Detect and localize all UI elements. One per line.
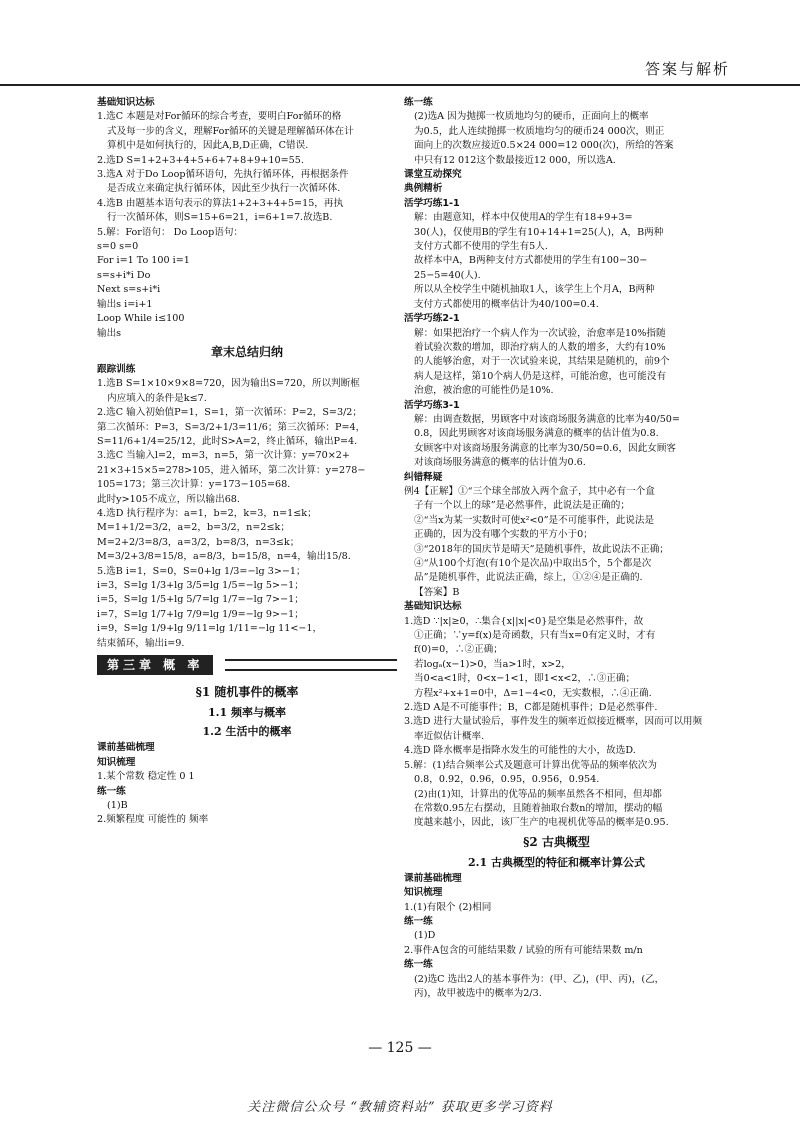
heading-line: 纠错释疑 — [404, 471, 443, 483]
text-line: M=2+2/3=8/3，a=3/2，b=8/3，n=3≤k； — [97, 536, 300, 548]
heading-line: 跟踪训练 — [97, 363, 136, 375]
right-column — [404, 96, 709, 1036]
text-line: 此时y>105不成立，所以输出68. — [97, 493, 240, 505]
text-line: 结束循环，输出i=9. — [97, 637, 185, 649]
text-line: 4.选D 执行程序为：a=1，b=2，k=3，n=1≤k； — [97, 507, 317, 519]
text-line: 1.(1)有限个 (2)相同 — [404, 901, 492, 913]
heading-line: 基础知识达标 — [97, 97, 155, 108]
text-line: 105=173；第三次计算：y=173−105=68. — [97, 479, 291, 491]
text-line: 0.8，0.92，0.96，0.95，0.956，0.954. — [414, 774, 600, 786]
heading-line: 基础知识达标 — [404, 601, 462, 613]
text-line: (2)选A 因为抛掷一枚质地均匀的硬币，正面向上的概率 — [414, 111, 649, 123]
text-line: 面向上的次数应接近0.5×24 000=12 000(次)，所给的答案 — [414, 140, 674, 152]
text-line: Loop While i≤100 — [97, 313, 185, 325]
text-line: 0.8，因此男顾客对该商场服务满意的概率的估计值为0.8. — [414, 428, 659, 440]
text-line: 3.选A 对于Do Loop循环语句，先执行循环体，再根据条件 — [97, 169, 349, 181]
text-line: (2)由(1)知，计算出的优等品的频率虽然各不相同，但却都 — [414, 788, 662, 800]
heading-line: 典例精析 — [404, 183, 443, 195]
heading-line: 活学巧练1-1 — [404, 197, 460, 209]
text-line: 着试验次数的增加，即治疗病人的人数的增多，大约有10% — [414, 341, 666, 353]
heading-line: 课堂互动探究 — [404, 169, 462, 181]
page-number: — 125 — — [368, 1040, 432, 1056]
text-line: 丙)，故甲被选中的概率为2/3. — [414, 987, 542, 999]
text-line: 率近似估计概率. — [414, 730, 485, 742]
heading-line: 练一练 — [404, 97, 433, 108]
text-line: 4.选D 降水概率是指降水发生的可能性的大小，故选D. — [404, 745, 636, 757]
text-line: S=11/6+1/4=25/12，此时S>A=2，终止循环，输出P=4. — [97, 435, 358, 447]
text-line: 是否成立来确定执行循环体，因此至少执行一次循环体. — [107, 183, 341, 195]
text-line: 3.选C 当输入l=2，m=3，n=5，第一次计算：y=70×2+ — [97, 450, 350, 462]
text-line: M=3/2+3/8=15/8，a=8/3，b=15/8，n=4，输出15/8. — [97, 551, 351, 563]
left-block-b — [97, 363, 397, 651]
text-line: i=3，S=lg 1/3+lg 3/5=lg 1/5=−lg 5>−1； — [97, 580, 304, 591]
text-line: i=7，S=lg 1/7+lg 7/9=lg 1/9=−lg 9>−1； — [97, 608, 304, 620]
subsection-title-1-1: 1.1 频率与概率 — [208, 706, 286, 720]
text-line: For i=1 To 100 i=1 — [97, 255, 190, 267]
text-line: 1.选C 本题是对For循环的综合考查，要明白For循环的格 — [97, 111, 342, 123]
text-line: 1.选B S=1×10×9×8=720，因为输出S=720，所以判断框 — [97, 378, 360, 390]
text-line: ④“从100个灯泡(有10个是次品)中取出5个，5个都是次 — [414, 558, 652, 569]
right-block-a — [404, 96, 709, 831]
text-line: f(0)=0，∴②正确； — [414, 644, 503, 656]
text-line: 为0.5，此人连续抛掷一枚质地均匀的硬币24 000次，则正 — [414, 125, 665, 137]
text-line: 行一次循环体，则S=15+6=21，i=6+1=7.故选B. — [107, 212, 333, 224]
text-line: 式及每一步的含义，理解For循环的关键是理解循环体在计 — [107, 125, 354, 137]
heading-line: 练一练 — [404, 915, 433, 927]
subsection-title-2-1: 2.1 古典概型的特征和概率计算公式 — [468, 855, 645, 869]
text-line: s=0 s=0 — [97, 241, 139, 253]
text-line: 2.选D A是不可能事件；B，C都是随机事件；D是必然事件. — [404, 702, 658, 714]
text-line: 女顾客中对该商场服务满意的比率为30/50=0.6，因此女顾客 — [414, 442, 677, 454]
text-line: 子有一个以上的球”是必然事件，此说法是正确的； — [414, 500, 630, 512]
section-title-2: §2 古典概型 — [523, 834, 590, 849]
text-line: 2.事件A包含的可能结果数 / 试验的所有可能结果数 m/n — [404, 944, 643, 956]
text-line: 【答案】B — [414, 586, 460, 598]
chapter-banner — [97, 655, 397, 675]
text-line: 2.选D S=1+2+3+4+5+6+7+8+9+10=55. — [97, 154, 304, 166]
text-line: ②“当x为某一实数时可使x²<0”是不可能事件，此说法是 — [414, 514, 655, 526]
text-line: 品”是随机事件，此说法正确，综上，①②④是正确的. — [414, 572, 643, 584]
text-line: 算机中是如何执行的，因此A,B,D正确，C错误. — [107, 140, 309, 152]
heading-line: 课前基础梳理 — [404, 872, 462, 884]
text-line: 治愈，被治愈的可能性仍是10%. — [414, 385, 554, 397]
heading-line: 知识梳理 — [404, 887, 443, 899]
text-line: 中只有12 012这个数最接近12 000，所以选A. — [414, 154, 616, 166]
text-line: 5.解：For语句： Do Loop语句： — [97, 226, 244, 238]
heading-line: 练一练 — [404, 959, 433, 971]
text-line: 解：由题意知，样本中仅使用A的学生有18+9+3= — [414, 212, 633, 224]
section-title-summary: 章末总结归纳 — [210, 344, 283, 359]
text-line: 1.某个常数 稳定性 0 1 — [97, 771, 195, 783]
text-line: 4.选B 由题基本语句表示的算法1+2+3+4+5=15，再执 — [97, 197, 344, 209]
text-line: (2)选C 选出2人的基本事件为：(甲、乙)，(甲、丙)，(乙， — [414, 973, 665, 985]
text-line: 所以从全校学生中随机抽取1人，该学生上个月A，B两种 — [414, 284, 655, 296]
text-line: 度越来越小，因此，该厂生产的电视机优等品的概率是0.95. — [414, 817, 669, 829]
text-line: 在常数0.95左右摆动，且随着抽取台数n的增加，摆动的幅 — [414, 802, 663, 814]
text-line: ③“2018年的国庆节是晴天”是随机事件，故此说法不正确； — [414, 543, 669, 555]
section-title-1: §1 随机事件的概率 — [195, 685, 299, 700]
text-line: ①正确；∵y=f(x)是奇函数，只有当x=0有定义时，才有 — [414, 630, 656, 642]
subsection-title-1-2: 1.2 生活中的概率 — [202, 725, 292, 739]
text-line: 病人是这样，第10个病人仍是这样，可能治愈，也可能没有 — [414, 370, 667, 382]
text-line: 当0<a<1时，0<x−1<1，即1<x<2，∴③正确； — [414, 673, 636, 685]
text-line: M=1+1/2=3/2，a=2，b=3/2，n=2≤k； — [97, 522, 290, 534]
left-column — [97, 96, 397, 1036]
text-line: 内应填入的条件是k≤7. — [107, 392, 207, 404]
text-line: 2.频繁程度 可能性的 频率 — [97, 814, 209, 826]
text-line: 例4【正解】①“三个球全部放入两个盒子，其中必有一个盒 — [404, 485, 655, 497]
text-line: 解：如果把治疗一个病人作为一次试验，治愈率是10%指随 — [414, 327, 666, 339]
text-line: 5.选B i=1，S=0，S=0+lg 1/3=−lg 3>−1； — [97, 565, 306, 577]
heading-line: 知识梳理 — [97, 756, 136, 768]
left-block-c — [97, 741, 397, 827]
text-line: 25−5=40(人). — [414, 269, 481, 281]
text-line: 30(人)，仅使用B的学生有10+14+1=25(人)，A，B两种 — [414, 226, 664, 238]
text-line: 5.解：(1)结合频率公式及题意可计算出优等品的频率依次为 — [404, 759, 657, 771]
chapter-title: 第三章 概 率 — [97, 655, 213, 675]
text-line: 第二次循环：P=3，S=3/2+1/3=11/6；第三次循环：P=4， — [97, 421, 366, 433]
text-line: 1.选D ∵|x|≥0，∴集合{x||x|<0}是空集是必然事件，故 — [404, 615, 644, 627]
text-line: (1)B — [107, 800, 128, 812]
text-line: Next s=s+i*i — [97, 284, 161, 296]
header-divider — [0, 84, 800, 86]
text-line: 支付方式都使用的概率估计为40/100=0.4. — [414, 298, 599, 310]
chapter-rule — [225, 659, 397, 671]
text-line: i=5，S=lg 1/5+lg 5/7=lg 1/7=−lg 7>−1； — [97, 594, 304, 606]
text-line: 对该商场服务满意的概率的估计值为0.6. — [414, 457, 586, 469]
text-line: s=s+i*i Do — [97, 269, 151, 281]
text-line: 输出s i=i+1 — [97, 298, 153, 310]
text-line: 正确的，因为没有哪个实数的平方小于0； — [414, 529, 593, 541]
text-line: 若logₐ(x−1)>0，当a>1时，x>2， — [414, 658, 571, 670]
text-line: 的人能够治愈，对于一次试验来说，其结果是随机的，前9个 — [414, 356, 670, 368]
text-line: (1)D — [414, 930, 436, 942]
right-block-b — [404, 872, 709, 1002]
heading-line: 活学巧练2-1 — [404, 313, 460, 325]
heading-line: 活学巧练3-1 — [404, 399, 460, 411]
text-line: 3.选D 进行大量试验后，事件发生的频率近似接近概率，因而可以用频 — [404, 716, 703, 728]
text-line: 支付方式都不使用的学生有5人. — [414, 241, 548, 253]
text-line: 输出s — [97, 327, 122, 339]
text-line: 解：由调查数据，男顾客中对该商场服务满意的比率为40/50= — [414, 413, 680, 425]
heading-line: 练一练 — [97, 785, 126, 797]
left-block-a — [97, 96, 397, 341]
text-line: 2.选C 输入初始值P=1，S=1，第一次循环：P=2，S=3/2； — [97, 407, 363, 419]
text-line: 21×3+15×5=278>105，进入循环，第二次计算：y=278− — [97, 464, 366, 476]
text-line: i=9，S=lg 1/9+lg 9/11=lg 1/11=−lg 11<−1， — [97, 623, 323, 635]
text-line: 方程x²+x+1=0中，Δ=1−4<0，无实数根，∴④正确. — [414, 687, 652, 699]
page-header-title: 答案与解析 — [644, 60, 730, 78]
text-line: 故样本中A，B两种支付方式都使用的学生有100−30− — [414, 255, 648, 267]
heading-line: 课前基础梳理 — [97, 742, 155, 754]
footer-note: 关注微信公众号 “教辅资料站” 获取更多学习资料 — [247, 1100, 553, 1115]
